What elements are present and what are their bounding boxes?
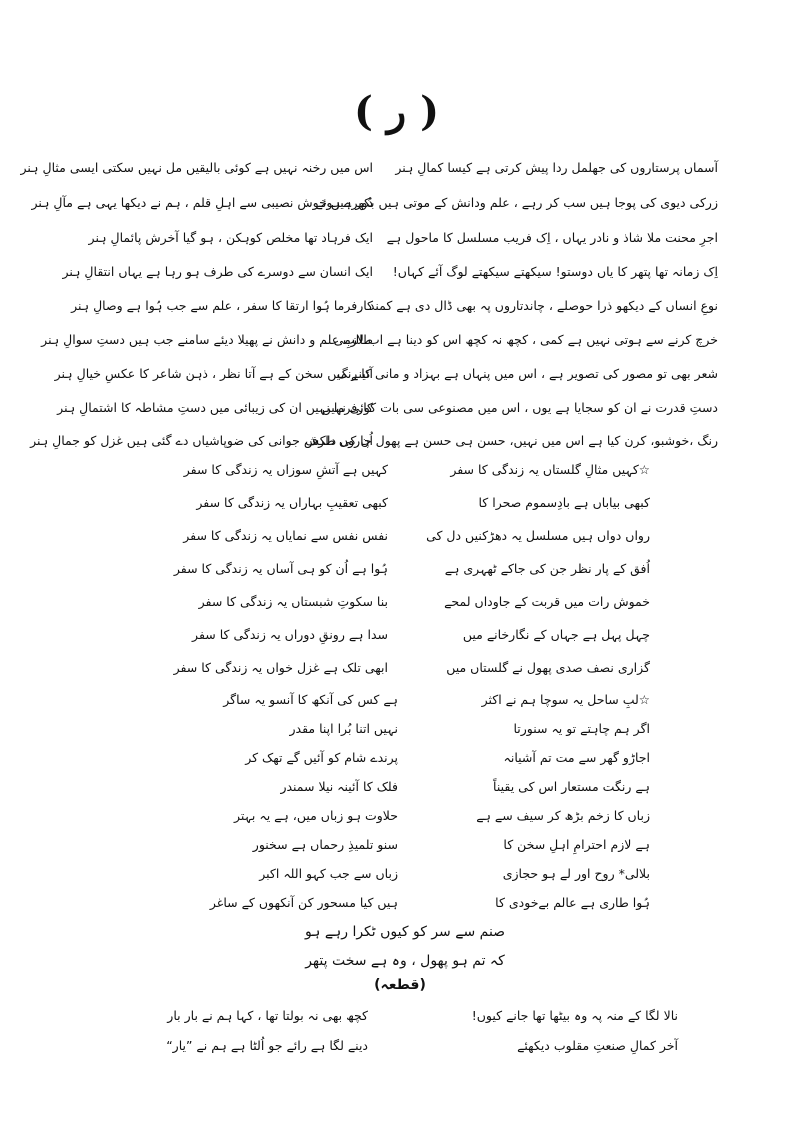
verse-line: طالبِ علم و دانش نے پھیلا دیئے سامنے جب ہیں دستِ سوالِ ہنر (41, 332, 373, 347)
verse-line: ہُوا طاری ہے عالم بےخودی کا (495, 895, 650, 910)
verse-line: اجرِ محنت ملا شاذ و نادر یہاں ، اِک فریب مسلسل کا ماحول ہے (386, 230, 718, 245)
verse-line: حلاوت ہو زباں میں، ہے یہ بہتر (233, 808, 398, 823)
verse-line: آخر کمالِ صنعتِ مقلوب دیکھئے (517, 1038, 678, 1053)
verse-line: کارفرما نہیں ان کی زیبائی میں دستِ مشاطہ کا اشتمالِ ہنر (57, 400, 373, 415)
verse-line: کارفرما ہُوا ارتقا کا سفر ، علم سے جب ہُوا ہے وصالِ ہنر (71, 298, 373, 313)
verse-line: ایک انسان سے دوسرے کی طرف ہو رہا ہے یہاں انتقالِ ہنر (62, 264, 373, 279)
verse-line: زرکی دیوی کی پوجا ہیں سب کر رہے ، علم ودانش کے موتی ہیں بکھرے ہوئے (315, 195, 718, 210)
verse-line: ہُوا ہے اُن کو ہی آساں یہ زندگی کا سفر (173, 561, 388, 576)
verse-line: اجاڑو گھر سے مت تم آشیانہ (503, 750, 650, 765)
verse-line: ہے لازم احترامِ اہلِ سخن کا (503, 837, 650, 852)
verse-line: پرندے شام کو آئیں گے تھک کر (245, 750, 398, 765)
closing-verse-line: صنم سے سر کو کیوں ٹکرا رہے ہو (304, 924, 506, 940)
verse-line: ہیں کیا مسحور کن آنکھوں کے ساغر (209, 895, 398, 910)
verse-line: دینے لگا ہے رائے جو اُلٹا ہے ہم نے ”یار“ (166, 1038, 368, 1053)
verse-line: ☆لبِ ساحل یہ سوچا ہم نے اکثر (481, 692, 650, 707)
verse-line: نوعِ انساں کے دیکھو ذرا حوصلے ، چاندتاروں پہ بھی ڈال دی ہے کمند (368, 298, 718, 313)
verse-line: نہیں اتنا بُرا اپنا مقدر (289, 721, 398, 736)
verse-line: خموش رات میں قربت کے جاوداں لمحے (444, 594, 650, 609)
verse-line: کچھ بھی نہ بولتا تھا ، کہا ہم نے بار بار (167, 1008, 368, 1023)
verse-line: ہے کس کی آنکھ کا آنسو یہ ساگر (223, 692, 398, 707)
verse-line: رواں دواں ہیں مسلسل یہ دھڑکنیں دل کی (426, 528, 650, 543)
verse-line: گزاری نصف صدی پھول نے گلستاں میں (446, 660, 650, 675)
verse-line: ☆کہیں مثالِ گلستاں یہ زندگی کا سفر (450, 462, 650, 477)
verse-line: ایک فرہاد تھا مخلص کوہکن ، ہو گیا آخرش پائمالِ ہنر (88, 230, 373, 245)
verse-line: بلالی* روح اور لے ہو حجازی (502, 866, 650, 881)
page-title: ( ر ) (353, 88, 440, 135)
verse-line: بنا سکوتِ شبستاں یہ زندگی کا سفر (198, 594, 388, 609)
verse-line: آئینے میں سخن کے ہے آتا نظر ، ذہن شاعر کا عکسِ خیالِ ہنر (54, 366, 373, 381)
verse-line: ابھی تلک ہے غزل خواں یہ زندگی کا سفر (173, 660, 388, 675)
verse-line: کبھی بیاباں ہے بادِسموم صحرا کا (478, 495, 650, 510)
verse-line: خرچ کرنے سے ہوتی نہیں ہے کمی ، کچھ نہ کچھ اس کو دینا ہے اب لازمی (333, 332, 718, 347)
verse-line: اِک زمانہ تھا پتھر کا یاں دوستو! سیکھتے سیکھتے لوگ آئے کہاں! (392, 264, 718, 279)
verse-line: زباں کا زخم بڑھ کر سیف سے ہے (476, 808, 650, 823)
verse-line: اُفق کے پار نظر جن کی جاکے ٹھہری ہے (444, 561, 650, 576)
verse-line: رنگ ،خوشبو، کرن کیا ہے اس میں نہیں، حسن ہی حسن ہے پھول چاروں طرف (305, 433, 718, 448)
closing-verse-line: کہ تم ہو پھول ، وہ ہے سخت پتھر (305, 953, 505, 969)
verse-line: اُن کی دلکش جوانی کی ضوپاشیاں دے گئی ہیں غزل کو جمالِ ہنر (30, 433, 373, 448)
verse-line: اس میں رخنہ نہیں ہے کوئی بالیقیں مل نہیں سکتی ایسی مثالِ ہنر (20, 160, 373, 175)
verse-line: ہے رنگت مستعار اس کی یقیناً (493, 779, 650, 794)
verse-line: کبھی تعقیبِ بہاراں یہ زندگی کا سفر (196, 495, 388, 510)
verse-line: اگر ہم چاہتے تو یہ سنورتا (513, 721, 650, 736)
verse-line: زباں سے جب کہو اللہ اکبر (259, 866, 398, 881)
verse-line: سنو تلمیذِ رحماں ہے سخنور (252, 837, 398, 852)
verse-line: شعر بھی تو مصور کی تصویر ہے ، اس میں پنہاں ہے بہزاد و مانی کا رنگ (336, 366, 718, 381)
verse-line: سدا ہے رونقِ دوراں یہ زندگی کا سفر (192, 627, 388, 642)
verse-line: آسماں پرستاروں کی جھلمل ردا پیش کرتی ہے کیسا کمالِ ہنر (395, 160, 718, 175)
verse-line: دُور ہیں خوش نصیبی سے اہلِ قلم ، ہم نے دیکھا یہی ہے مآلِ ہنر (31, 195, 373, 210)
verse-line: کہیں ہے آتشِ سوزاں یہ زندگی کا سفر (183, 462, 388, 477)
verse-line: نفس نفس سے نمایاں یہ زندگی کا سفر (183, 528, 388, 543)
verse-line: نالا لگا کے منہ پہ وہ بیٹھا تھا جانے کیوں! (471, 1008, 678, 1023)
verse-line: دستِ قدرت نے ان کو سجایا ہے یوں ، اس میں مصنوعی سی بات کوئی نہیں (321, 400, 718, 415)
qita-label: (قطعہ) (374, 977, 426, 993)
verse-line: فلک کا آئینہ نیلا سمندر (280, 779, 398, 794)
verse-line: چہل پہل ہے جہاں کے نگارخانے میں (462, 627, 650, 642)
